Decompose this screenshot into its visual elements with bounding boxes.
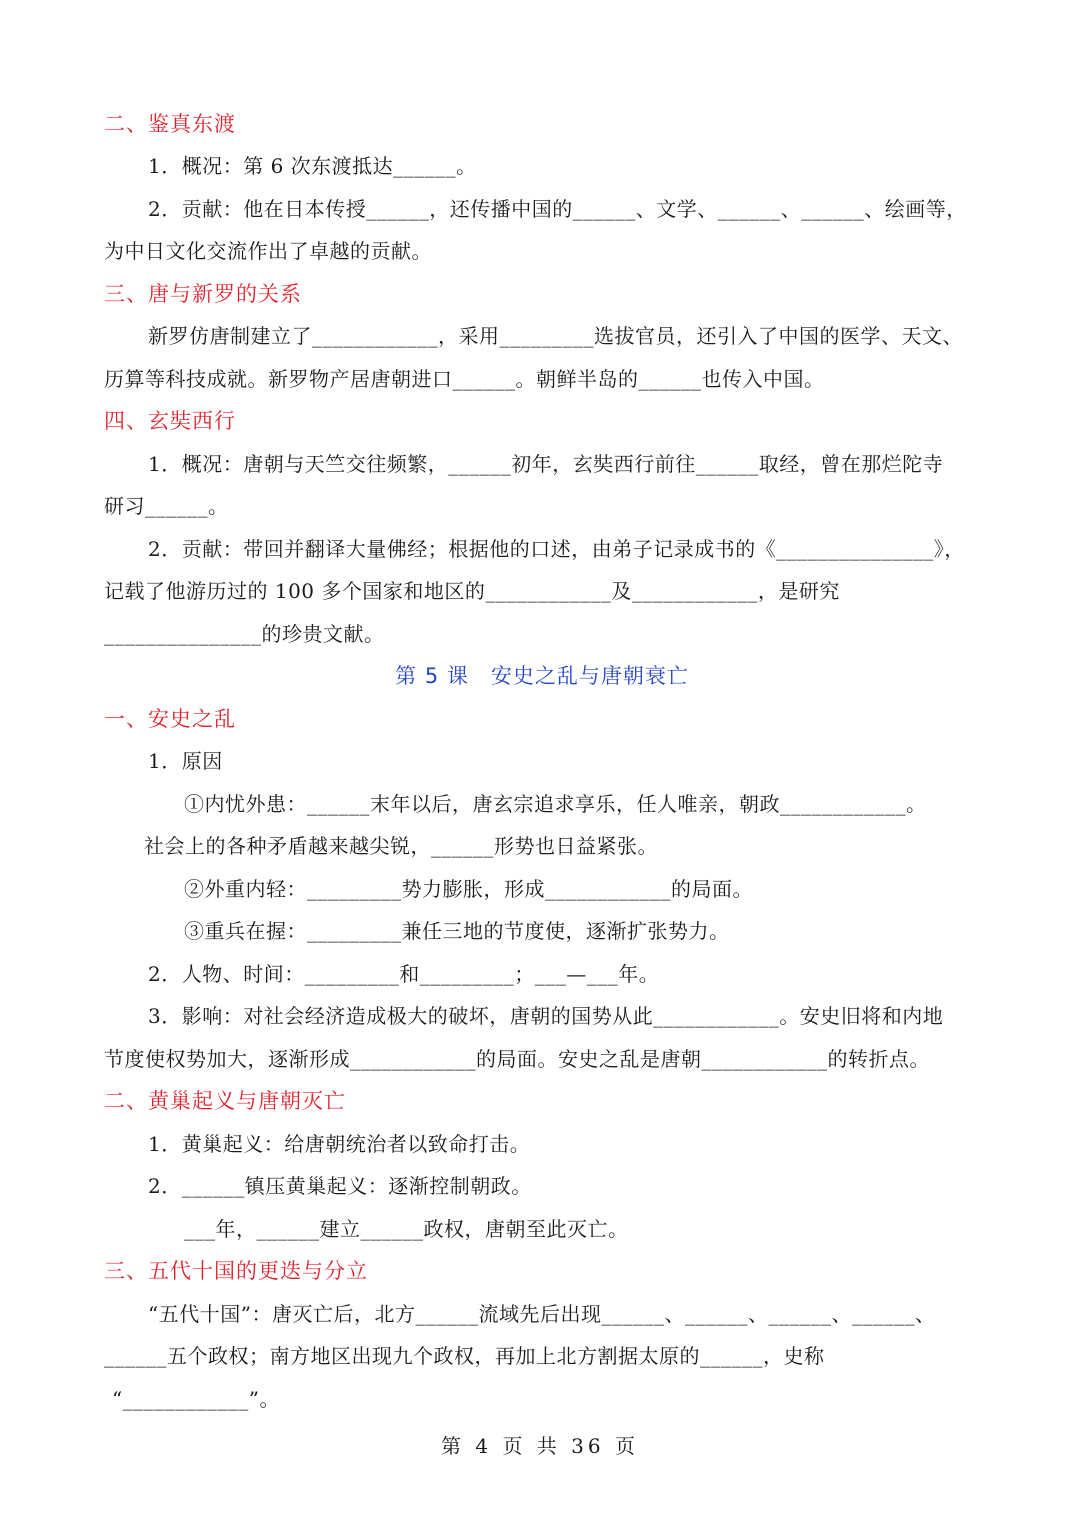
- section-heading-xuanzang: 四、玄奘西行: [104, 409, 236, 433]
- huangchao-uprising: 1．黄巢起义：给唐朝统治者以致命打击。: [148, 1132, 531, 1156]
- xuanzang-overview: 1．概况：唐朝与天竺交往频繁，______初年，玄奘西行前往______取经，曾在那烂陀寺: [148, 452, 944, 476]
- jianzhen-overview: 1．概况：第 6 次东渡抵达______。: [148, 154, 477, 178]
- jianzhen-contribution: 2．贡献：他在日本传授______，还传播中国的______、文学、______、______、绘画等，: [148, 197, 967, 221]
- section-heading-huangchao: 二、黄巢起义与唐朝灭亡: [104, 1089, 346, 1113]
- anshi-cause-1: ①内忧外患：______末年以后，唐玄宗追求享乐，任人唯亲，朝政____________。: [184, 792, 927, 816]
- xinluo-paragraph: 新罗仿唐制建立了____________，采用_________选拔官员，还引入了中国的医学、天文、: [148, 324, 963, 348]
- anshi-impact-cont: 节度使权势加大，逐渐形成____________的局面。安史之乱是唐朝____________的转折点。: [104, 1047, 930, 1071]
- anshi-cause-1-cont: 社会上的各种矛盾越来越尖锐，______形势也日益紧张。: [144, 834, 658, 858]
- xuanzang-overview-cont: 研习______。: [104, 494, 229, 518]
- wudai-paragraph-end: “____________”。: [112, 1387, 280, 1411]
- xinluo-paragraph-cont: 历算等科技成就。新罗物产居唐朝进口______。朝鲜半岛的______也传入中国。: [104, 367, 825, 391]
- xuanzang-contribution: 2．贡献：带回并翻译大量佛经；根据他的口述，由弟子记录成书的《_______________》，: [148, 537, 965, 561]
- lesson-title: 第 5 课 安史之乱与唐朝衰亡: [395, 664, 689, 688]
- section-heading-anshi: 一、安史之乱: [104, 707, 236, 731]
- wudai-paragraph-cont: ______五个政权；南方地区出现九个政权，再加上北方割据太原的______，史称: [104, 1344, 825, 1368]
- page-footer: 第 4 页 共 36 页: [441, 1434, 639, 1458]
- xuanzang-contribution-cont: 记载了他游历过的 100 多个国家和地区的____________及____________，是研究: [104, 579, 840, 603]
- tang-fall: ___年，______建立______政权，唐朝至此灭亡。: [184, 1217, 629, 1241]
- wudai-paragraph: “五代十国”：唐灭亡后，北方______流域先后出现______、______、______、______、: [148, 1302, 936, 1326]
- anshi-cause-label: 1．原因: [148, 749, 223, 773]
- anshi-cause-3: ③重兵在握：_________兼任三地的节度使，逐渐扩张势力。: [184, 919, 730, 943]
- section-heading-jianzhen: 二、鉴真东渡: [104, 112, 236, 136]
- anshi-people-time: 2．人物、时间：_________和_________；___—___年。: [148, 962, 660, 986]
- huangchao-suppression: 2．______镇压黄巢起义：逐渐控制朝政。: [148, 1174, 532, 1198]
- section-heading-xinluo: 三、唐与新罗的关系: [104, 282, 302, 306]
- anshi-cause-2: ②外重内轻：_________势力膨胀，形成____________的局面。: [184, 877, 753, 901]
- anshi-impact: 3．影响：对社会经济造成极大的破坏，唐朝的国势从此____________。安史旧将和内地: [148, 1004, 944, 1028]
- jianzhen-contribution-cont: 为中日文化交流作出了卓越的贡献。: [104, 239, 432, 263]
- section-heading-wudai: 三、五代十国的更迭与分立: [104, 1259, 368, 1283]
- xuanzang-contribution-end: _______________的珍贵文献。: [104, 622, 385, 646]
